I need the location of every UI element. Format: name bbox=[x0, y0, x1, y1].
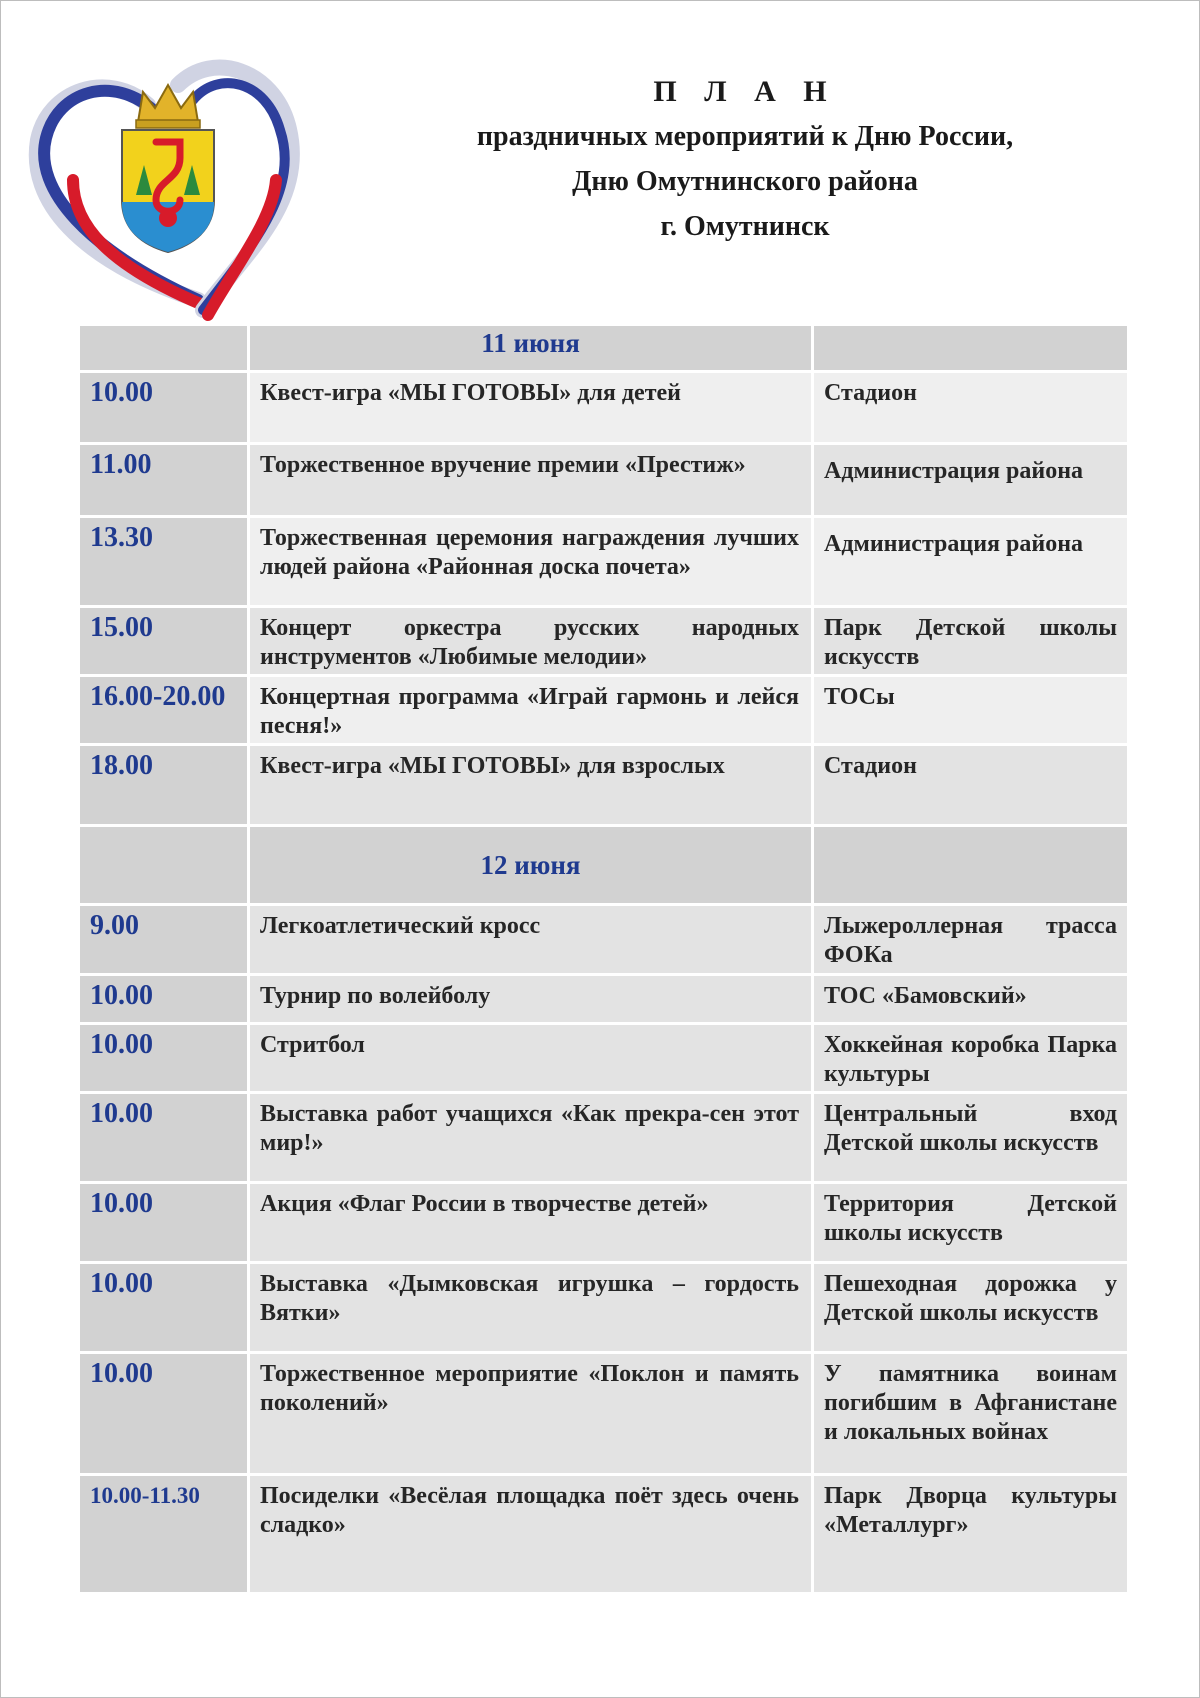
day-header-row bbox=[79, 826, 1129, 905]
event-title: Торжественная церемония награждения лучших людей района «Районная доска почета» bbox=[249, 517, 813, 607]
event-title: Турнир по волейболу bbox=[249, 975, 813, 1024]
table-row bbox=[79, 372, 1129, 444]
table-row bbox=[79, 975, 1129, 1024]
event-time: 10.00 bbox=[79, 1093, 249, 1183]
table-row bbox=[79, 517, 1129, 607]
title-block bbox=[400, 75, 1090, 256]
page-title: П Л А Н bbox=[653, 75, 837, 108]
event-time: 13.30 bbox=[79, 517, 249, 607]
event-place: Стадион bbox=[813, 372, 1129, 444]
event-title: Концертная программа «Играй гармонь и лейся песня!» bbox=[249, 676, 813, 745]
event-title: Квест-игра «МЫ ГОТОВЫ» для детей bbox=[249, 372, 813, 444]
event-time: 10.00 bbox=[79, 372, 249, 444]
event-place: ТОС «Бамовский» bbox=[813, 975, 1129, 1024]
event-time: 10.00 bbox=[79, 1353, 249, 1475]
table-row bbox=[79, 444, 1129, 517]
table-row bbox=[79, 676, 1129, 745]
table-row bbox=[79, 1183, 1129, 1263]
event-place: Администрация района bbox=[813, 517, 1129, 607]
day-header-empty bbox=[813, 325, 1129, 372]
event-place: Территория Детской школы искусств bbox=[813, 1183, 1129, 1263]
table-row bbox=[79, 1475, 1129, 1594]
day-header-empty bbox=[79, 826, 249, 905]
table-row bbox=[79, 1263, 1129, 1353]
day-header-empty bbox=[813, 826, 1129, 905]
event-title: Выставка «Дымковская игрушка – гордость Вятки» bbox=[249, 1263, 813, 1353]
table-row bbox=[79, 745, 1129, 826]
title-line-1: праздничных мероприятий к Дню России, bbox=[476, 121, 1014, 152]
event-title: Концерт оркестра русских народных инструментов «Любимые мелодии» bbox=[249, 607, 813, 676]
event-time: 10.00 bbox=[79, 975, 249, 1024]
event-place: Стадион bbox=[813, 745, 1129, 826]
event-place: Хоккейная коробка Парка культуры bbox=[813, 1024, 1129, 1093]
event-title: Квест-игра «МЫ ГОТОВЫ» для взрослых bbox=[249, 745, 813, 826]
event-place: Парк Дворца культуры «Металлург» bbox=[813, 1475, 1129, 1594]
table-row bbox=[79, 1093, 1129, 1183]
table-row bbox=[79, 607, 1129, 676]
table-row bbox=[79, 905, 1129, 975]
event-time: 10.00 bbox=[79, 1183, 249, 1263]
event-time: 9.00 bbox=[79, 905, 249, 975]
event-place: ТОСы bbox=[813, 676, 1129, 745]
event-place: Парк Детской школы искусств bbox=[813, 607, 1129, 676]
event-time: 10.00-11.30 bbox=[79, 1475, 249, 1594]
event-title: Акция «Флаг России в творчестве детей» bbox=[249, 1183, 813, 1263]
event-title: Стритбол bbox=[249, 1024, 813, 1093]
event-place: Лыжероллерная трасса ФОКа bbox=[813, 905, 1129, 975]
event-place: Администрация района bbox=[813, 444, 1129, 517]
event-time: 15.00 bbox=[79, 607, 249, 676]
event-place: Центральный вход Детской школы искусств bbox=[813, 1093, 1129, 1183]
event-time: 10.00 bbox=[79, 1024, 249, 1093]
event-time: 10.00 bbox=[79, 1263, 249, 1353]
event-title: Торжественное мероприятие «Поклон и память поколений» bbox=[249, 1353, 813, 1475]
day-header-row bbox=[79, 325, 1129, 372]
day-label: 11 июня bbox=[249, 325, 813, 372]
table-row bbox=[79, 1353, 1129, 1475]
event-time: 18.00 bbox=[79, 745, 249, 826]
day-header-empty bbox=[79, 325, 249, 372]
title-line-2: Дню Омутнинского района bbox=[572, 166, 918, 197]
event-title: Торжественное вручение премии «Престиж» bbox=[249, 444, 813, 517]
event-time: 16.00-20.00 bbox=[79, 676, 249, 745]
event-title: Легкоатлетический кросс bbox=[249, 905, 813, 975]
table-row bbox=[79, 1024, 1129, 1093]
day-label: 12 июня bbox=[249, 826, 813, 905]
heart-coat-of-arms-icon bbox=[18, 30, 328, 330]
event-title: Посиделки «Весёлая площадка поёт здесь очень сладко» bbox=[249, 1475, 813, 1594]
event-place: Пешеходная дорожка у Детской школы искусств bbox=[813, 1263, 1129, 1353]
event-time: 11.00 bbox=[79, 444, 249, 517]
event-title: Выставка работ учащихся «Как прекра-сен этот мир!» bbox=[249, 1093, 813, 1183]
events-table bbox=[77, 323, 1130, 1595]
title-line-3: г. Омутнинск bbox=[660, 211, 830, 242]
event-place: У памятника воинам погибшим в Афганистане и локальных войнах bbox=[813, 1353, 1129, 1475]
